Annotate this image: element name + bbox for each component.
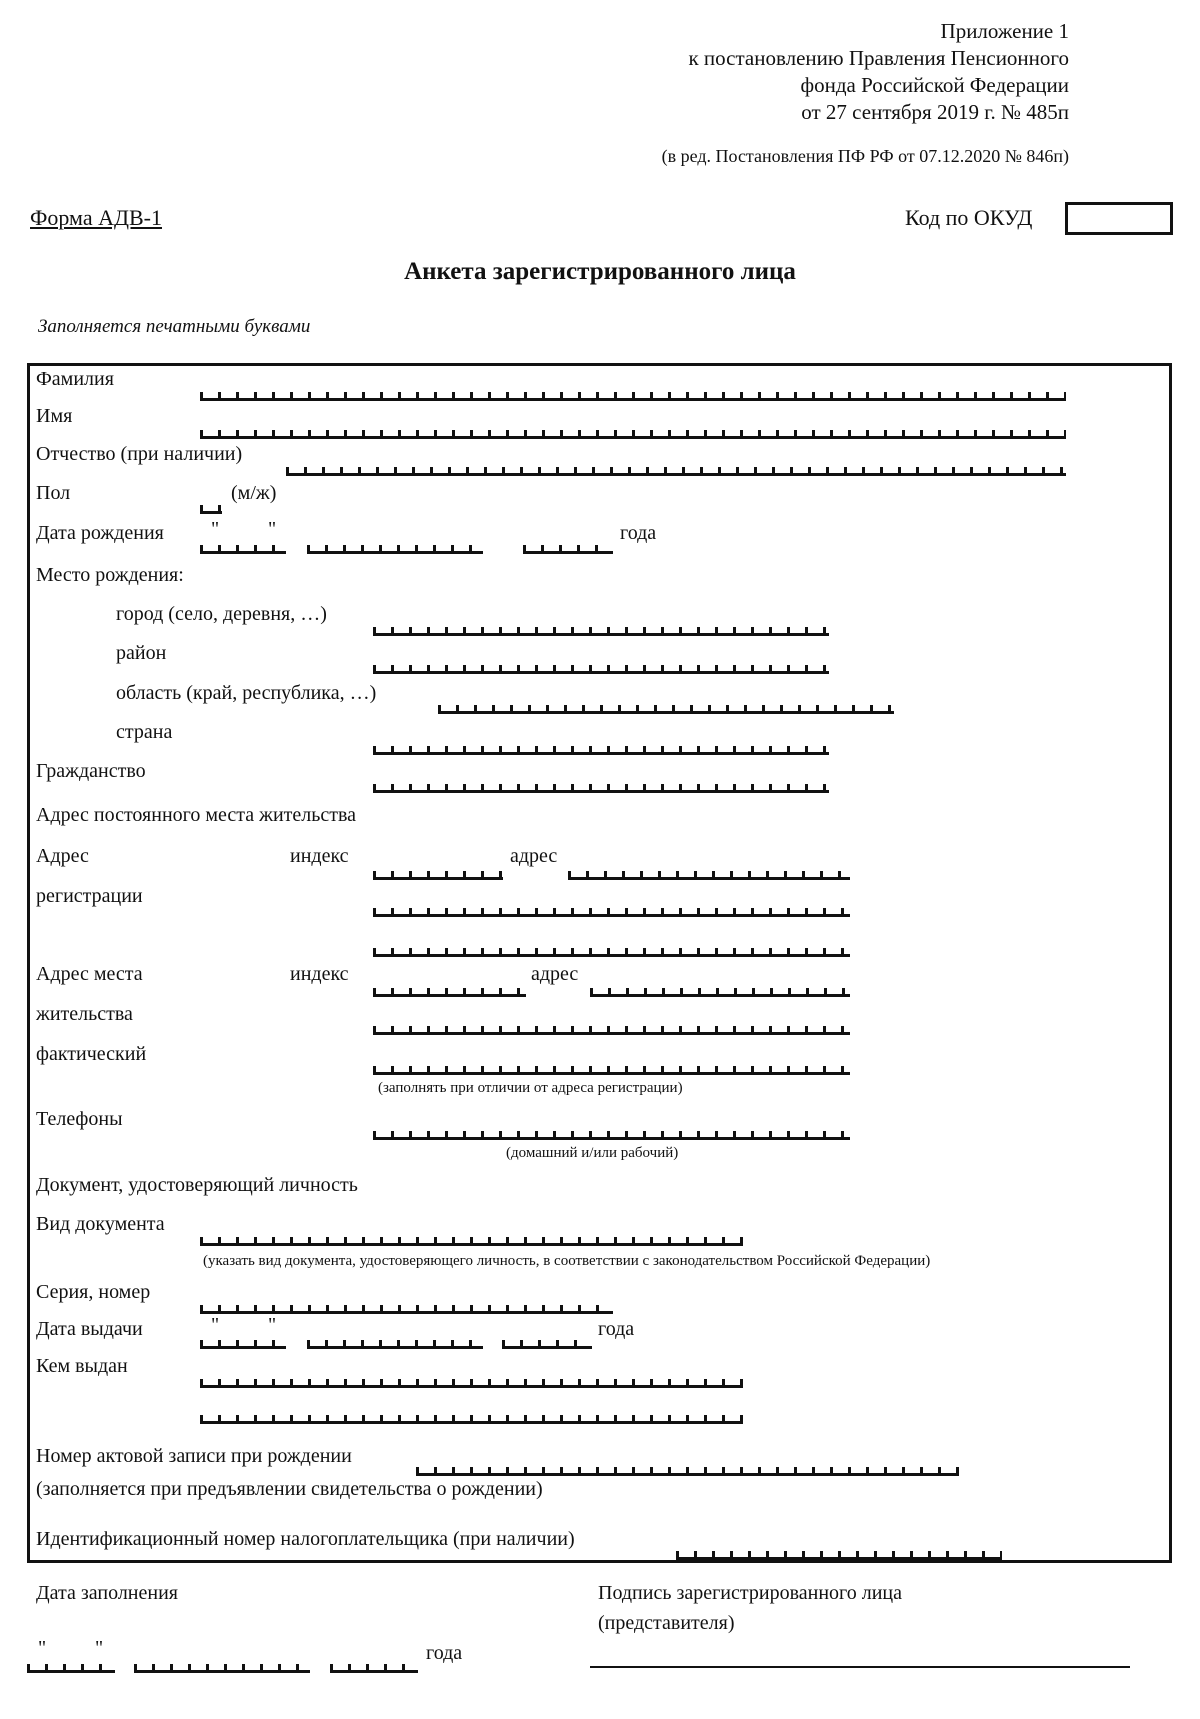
actual-address-word: адрес (531, 963, 579, 985)
birth-day-field[interactable] (200, 545, 286, 554)
issue-date-label: Дата выдачи (36, 1318, 143, 1340)
sex-label: Пол (36, 482, 71, 504)
patronymic-field[interactable] (286, 467, 1066, 476)
series-number-field[interactable] (200, 1305, 613, 1314)
region-label: область (край, республика, …) (116, 682, 377, 704)
reg-address-word: адрес (510, 845, 558, 867)
country-label: страна (116, 721, 173, 743)
appendix-label: Приложение 1 (940, 19, 1069, 43)
issued-by-label: Кем выдан (36, 1355, 128, 1377)
fill-instruction: Заполняется печатными буквами (38, 316, 311, 337)
issue-day-quote-open: " (211, 1314, 220, 1336)
city-field[interactable] (373, 627, 829, 636)
series-number-label: Серия, номер (36, 1281, 151, 1303)
surname-field[interactable] (200, 392, 1066, 401)
actual-index-label: индекс (290, 963, 349, 985)
city-label: город (село, деревня, …) (116, 603, 327, 625)
permanent-address-label: Адрес постоянного места жительства (36, 804, 357, 826)
doc-type-field[interactable] (200, 1237, 743, 1246)
okud-label: Код по ОКУД (905, 205, 1033, 230)
fill-date-label: Дата заполнения (36, 1582, 178, 1604)
fill-year-field[interactable] (330, 1664, 418, 1673)
reg-address-label-2: регистрации (36, 885, 143, 907)
decree-line-2: фонда Российской Федерации (800, 73, 1069, 97)
citizenship-field[interactable] (373, 784, 829, 793)
issued-by-field-1[interactable] (200, 1379, 743, 1388)
birthplace-label: Место рождения: (36, 564, 184, 586)
issue-year-field[interactable] (502, 1340, 592, 1349)
issue-year-suffix: года (598, 1318, 635, 1340)
issue-day-field[interactable] (200, 1340, 286, 1349)
fill-day-quote-close: " (95, 1637, 104, 1659)
surname-label: Фамилия (36, 368, 114, 390)
birth-date-label: Дата рождения (36, 522, 164, 544)
signature-label-2: (представителя) (598, 1612, 735, 1634)
issue-month-field[interactable] (307, 1340, 483, 1349)
country-field[interactable] (373, 746, 829, 755)
issued-by-field-2[interactable] (200, 1415, 743, 1424)
sex-field[interactable] (200, 505, 222, 514)
reg-address-field-3[interactable] (373, 948, 850, 957)
phones-field[interactable] (373, 1131, 850, 1140)
form-code: Форма АДВ-1 (30, 205, 162, 230)
signature-line[interactable] (590, 1666, 1130, 1668)
birth-month-field[interactable] (307, 545, 483, 554)
issue-day-quote-close: " (268, 1314, 277, 1336)
decree-line-1: к постановлению Правления Пенсионного (688, 46, 1069, 70)
birth-record-note: (заполняется при предъявлении свидетельства о рождении) (36, 1478, 543, 1500)
phones-label: Телефоны (36, 1108, 123, 1130)
actual-address-field-2[interactable] (373, 1026, 850, 1035)
fill-day-quote-open: " (38, 1637, 47, 1659)
region-field[interactable] (438, 705, 894, 714)
birth-record-label: Номер актовой записи при рождении (36, 1445, 352, 1467)
citizenship-label: Гражданство (36, 760, 146, 782)
actual-address-label-1: Адрес места (36, 963, 143, 985)
fill-day-field[interactable] (27, 1664, 115, 1673)
actual-address-field-1[interactable] (590, 988, 850, 997)
okud-code-box[interactable] (1065, 202, 1173, 235)
fill-month-field[interactable] (134, 1664, 310, 1673)
birth-year-suffix: года (620, 522, 657, 544)
actual-index-field[interactable] (373, 988, 526, 997)
reg-address-label-1: Адрес (36, 845, 89, 867)
inn-field[interactable] (676, 1551, 1002, 1560)
birth-day-quote-close: " (268, 518, 277, 540)
inn-label: Идентификационный номер налогоплательщика (при наличии) (36, 1528, 575, 1550)
birth-record-field[interactable] (416, 1467, 959, 1476)
phones-note: (домашний и/или рабочий) (506, 1145, 679, 1161)
actual-address-field-3[interactable] (373, 1066, 850, 1075)
reg-address-field-2[interactable] (373, 908, 850, 917)
birth-day-quote-open: " (211, 518, 220, 540)
birth-year-field[interactable] (523, 545, 613, 554)
district-field[interactable] (373, 665, 829, 674)
reg-address-field-1[interactable] (568, 871, 850, 880)
page-title: Анкета зарегистрированного лица (404, 258, 796, 285)
doc-type-label: Вид документа (36, 1213, 165, 1235)
patronymic-label: Отчество (при наличии) (36, 443, 243, 465)
district-label: район (116, 642, 167, 664)
name-field[interactable] (200, 430, 1066, 439)
sex-hint: (м/ж) (231, 482, 277, 504)
id-document-label: Документ, удостоверяющий личность (36, 1174, 358, 1196)
signature-label-1: Подпись зарегистрированного лица (598, 1582, 903, 1604)
actual-address-label-2: жительства (36, 1003, 133, 1025)
reg-index-label: индекс (290, 845, 349, 867)
actual-address-label-3: фактический (36, 1043, 147, 1065)
reg-index-field[interactable] (373, 871, 503, 880)
doc-type-note: (указать вид документа, удостоверяющего личность, в соответствии с законодательством Российской Федерации) (203, 1253, 931, 1269)
fill-year-suffix: года (426, 1642, 463, 1664)
name-label: Имя (36, 405, 73, 427)
amendment-note: (в ред. Постановления ПФ РФ от 07.12.2020 № 846п) (661, 146, 1069, 166)
decree-line-3: от 27 сентября 2019 г. № 485п (801, 100, 1069, 124)
actual-address-note: (заполнять при отличии от адреса регистрации) (378, 1080, 683, 1096)
